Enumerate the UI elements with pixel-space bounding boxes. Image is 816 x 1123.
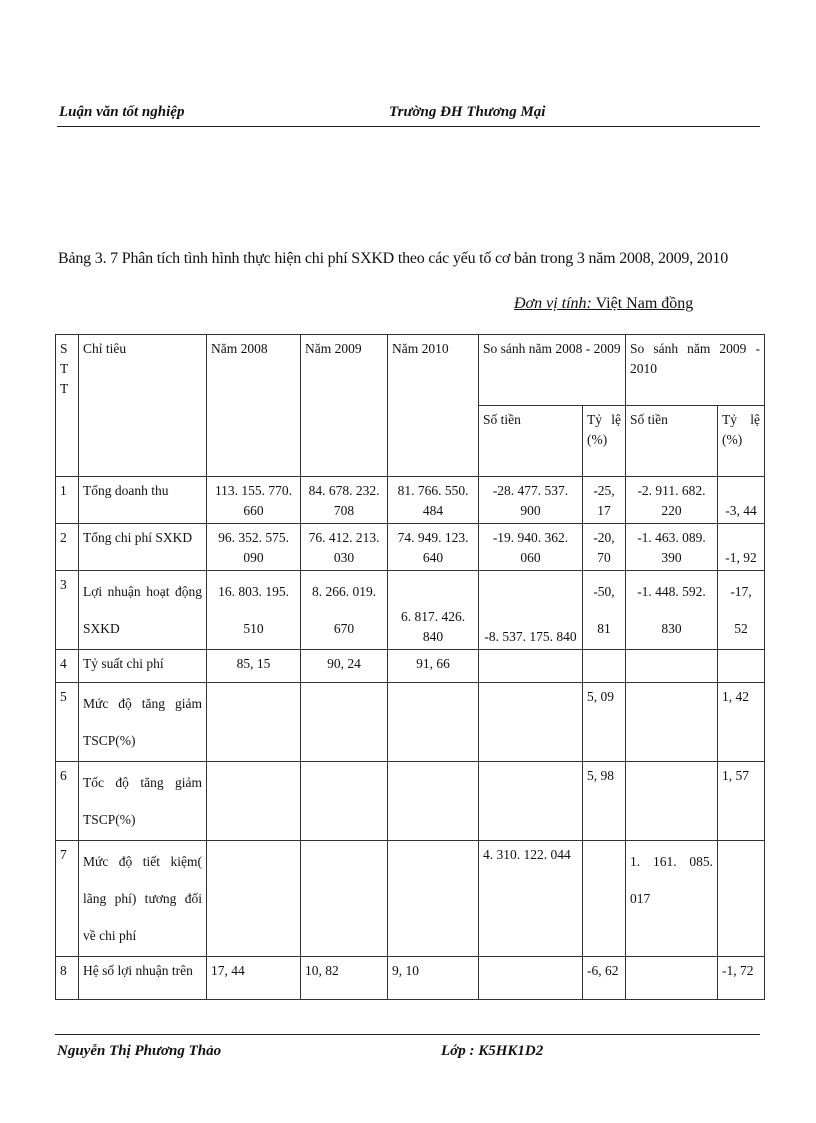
cell-ty-le-2: -1, 72 [718,957,765,1000]
cell-so-tien-2: -2. 911. 682. 220 [626,477,718,524]
unit-note [514,295,693,313]
header-ty-le-1: Tỷ lệ (%) [583,406,626,477]
cell-so-tien-1 [479,683,583,762]
cell-so-tien-2 [626,650,718,683]
cell-2009: 90, 24 [301,650,388,683]
cell-ty-le-2: -1, 92 [718,524,765,571]
cell-2008: 16. 803. 195. 510 [207,571,301,650]
cell-2010 [388,683,479,762]
cell-ty-le-2: 1, 57 [718,762,765,841]
header-2009: Năm 2009 [301,335,388,477]
cell-2008 [207,683,301,762]
table-row [56,683,765,762]
cell-ty-le-1: -50, 81 [583,571,626,650]
cell-ty-le-1: 5, 09 [583,683,626,762]
row-name: Hệ số lợi nhuận trên [79,957,207,1000]
cell-ty-le-1: -25, 17 [583,477,626,524]
row-stt: 2 [56,524,79,571]
cell-so-tien-1: 4. 310. 122. 044 [479,841,583,957]
cell-2009: 84. 678. 232. 708 [301,477,388,524]
header-chi-tieu: Chỉ tiêu [79,335,207,477]
row-name: Tổng doanh thu [79,477,207,524]
row-stt: 8 [56,957,79,1000]
cell-ty-le-2 [718,841,765,957]
cell-so-tien-1: -8. 537. 175. 840 [479,571,583,650]
cell-so-tien-1 [479,957,583,1000]
cell-so-tien-1 [479,762,583,841]
cell-2010: 9, 10 [388,957,479,1000]
cell-ty-le-2: 1, 42 [718,683,765,762]
cell-ty-le-1: 5, 98 [583,762,626,841]
table-row [56,571,765,650]
cell-2010: 91, 66 [388,650,479,683]
cell-2009: 8. 266. 019. 670 [301,571,388,650]
cell-2008 [207,841,301,957]
row-name: Tốc độ tăng giảm TSCP(%) [79,762,207,841]
row-name: Tổng chi phí SXKD [79,524,207,571]
header-so-tien-1: Số tiền [479,406,583,477]
cell-2009: 10, 82 [301,957,388,1000]
header-compare-2008-2009: So sánh năm 2008 - 2009 [479,335,626,406]
cell-2008: 113. 155. 770. 660 [207,477,301,524]
cell-so-tien-2 [626,957,718,1000]
cell-so-tien-1 [479,650,583,683]
cost-analysis-table [55,334,765,1000]
table-caption: Bảng 3. 7 Phân tích tình hình thực hiện chi phí SXKD theo các yếu tố cơ bản trong 3 năm 2008, 2009, 2010 [58,250,729,267]
header-university: Trường ĐH Thương Mại [389,104,546,120]
row-stt: 7 [56,841,79,957]
header-2008: Năm 2008 [207,335,301,477]
row-name: Tỷ suất chi phí [79,650,207,683]
cell-ty-le-1 [583,650,626,683]
header-thesis-label: Luận văn tốt nghiệp [59,104,185,120]
unit-label: Đơn vị tính: [514,295,592,312]
cell-2008 [207,762,301,841]
row-stt: 3 [56,571,79,650]
cell-so-tien-2: -1. 463. 089. 390 [626,524,718,571]
cell-2009 [301,762,388,841]
row-name: Mức độ tăng giảm TSCP(%) [79,683,207,762]
footer-author: Nguyễn Thị Phương Thảo [57,1043,222,1059]
header-row-1 [56,335,765,406]
cell-2008: 85, 15 [207,650,301,683]
header-2010: Năm 2010 [388,335,479,477]
page-footer [55,1034,760,1059]
cell-2010: 74. 949. 123. 640 [388,524,479,571]
header-stt-t1: T [60,361,69,376]
header-stt-t2: T [60,381,69,396]
header-so-tien-2: Số tiền [626,406,718,477]
cell-so-tien-2: -1. 448. 592. 830 [626,571,718,650]
header-ty-le-2: Tỷ lệ (%) [718,406,765,477]
cell-ty-le-1: -6, 62 [583,957,626,1000]
footer-class: Lớp : K5HK1D2 [441,1043,544,1059]
cell-2009 [301,683,388,762]
cell-2009: 76. 412. 213. 030 [301,524,388,571]
header-compare-2009-2010: So sánh năm 2009 - 2010 [626,335,765,406]
cell-so-tien-1: -28. 477. 537. 900 [479,477,583,524]
cell-2008: 96. 352. 575. 090 [207,524,301,571]
table-row [56,477,765,524]
cell-2010 [388,762,479,841]
cell-so-tien-1: -19. 940. 362. 060 [479,524,583,571]
cell-2008: 17, 44 [207,957,301,1000]
unit-value: Việt Nam đồng [595,295,694,312]
cell-2010: 81. 766. 550. 484 [388,477,479,524]
cell-2010 [388,841,479,957]
cell-so-tien-2 [626,762,718,841]
row-stt: 5 [56,683,79,762]
row-stt: 4 [56,650,79,683]
row-name: Lợi nhuận hoạt động SXKD [79,571,207,650]
cell-ty-le-1 [583,841,626,957]
header-stt-s: S [60,341,68,356]
table-row [56,762,765,841]
cell-ty-le-2: -3, 44 [718,477,765,524]
row-name: Mức độ tiết kiệm( lãng phí) tương đối về chi phí [79,841,207,957]
row-stt: 6 [56,762,79,841]
cell-2010: 6. 817. 426. 840 [388,571,479,650]
cell-so-tien-2 [626,683,718,762]
cell-so-tien-2: 1. 161. 085. 017 [626,841,718,957]
header-stt [56,335,79,477]
page-header [57,104,760,127]
table-row [56,524,765,571]
cell-ty-le-2: -17, 52 [718,571,765,650]
cell-ty-le-1: -20, 70 [583,524,626,571]
cell-2009 [301,841,388,957]
row-stt: 1 [56,477,79,524]
cell-ty-le-2 [718,650,765,683]
table-row [56,957,765,1000]
table-row [56,841,765,957]
table-row [56,650,765,683]
